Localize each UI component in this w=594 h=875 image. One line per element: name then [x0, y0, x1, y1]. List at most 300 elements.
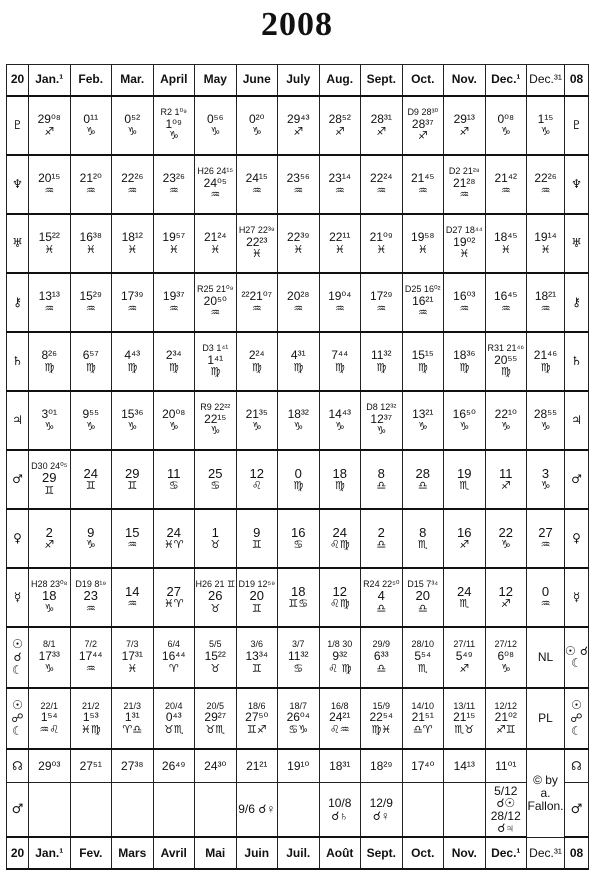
zodiac-sign: ♑ — [44, 601, 55, 615]
mars-symbol-right: ♂ — [565, 450, 589, 509]
jupiter-symbol-right: ♃ — [565, 391, 589, 450]
chiron-cell — [444, 273, 486, 332]
zodiac-sign: ♓ — [251, 247, 262, 261]
zodiac-sign: ♒ — [168, 183, 179, 197]
zodiac-sign: ♒ — [210, 306, 221, 320]
zodiac-sign: ♑ — [540, 124, 551, 138]
position-value: 20 — [249, 588, 264, 604]
mars-cell — [485, 450, 527, 509]
neptune-cell — [195, 155, 237, 214]
zodiac-sign: ♍ — [210, 365, 221, 379]
saturn-cell — [319, 332, 361, 391]
lunation-date: 6/4 — [167, 639, 180, 650]
position-value: 6⁵⁷ — [82, 348, 99, 363]
position-value: 19⁰⁴ — [328, 289, 352, 304]
node-cell: 18²⁹ — [361, 749, 403, 783]
lunation-sign: ♏♉ — [454, 722, 475, 736]
lunation-date: 28/10 — [411, 639, 435, 650]
row-jupiter — [7, 391, 589, 450]
zodiac-sign: ♊♋ — [288, 597, 309, 611]
pluto-cell — [319, 96, 361, 155]
zodiac-sign: ♒ — [127, 538, 138, 552]
pluto-cell — [527, 96, 565, 155]
position-value: 1 — [211, 524, 219, 540]
mars-cell — [402, 450, 444, 509]
position-value: 15¹⁵ — [411, 348, 434, 363]
lunation-cell — [70, 688, 112, 749]
lunar-symbol-right: ☉ ☌ ☾ — [565, 627, 589, 688]
lunation-sign: ♈♎ — [122, 722, 143, 736]
neptune-cell — [361, 155, 403, 214]
lunation-date: 21/2 — [81, 700, 100, 711]
row-saturn — [7, 332, 589, 391]
zodiac-sign: ♒ — [127, 183, 138, 197]
zodiac-sign: ♎ — [376, 479, 387, 493]
position-value: 7⁴⁴ — [331, 348, 349, 363]
chiron-cell — [527, 273, 565, 332]
uranus-cell — [153, 214, 195, 273]
zodiac-sign: ♌♍ — [329, 538, 350, 552]
lunation-value: 6³³ — [373, 648, 389, 663]
zodiac-sign: ♐ — [459, 538, 470, 552]
zodiac-sign: ♒ — [44, 183, 55, 197]
position-value: 22²³ — [246, 234, 268, 249]
station-note: R2 1⁰⁹ — [160, 107, 187, 118]
chiron-cell — [402, 273, 444, 332]
lunation-sign: ♉♏ — [163, 722, 184, 736]
lunation-value: 17³¹ — [121, 648, 143, 663]
zodiac-sign: ♊ — [251, 601, 262, 615]
node-symbol-left: ☊ — [7, 749, 29, 783]
zodiac-sign: ♒ — [293, 301, 304, 315]
station-note: D3 1⁴¹ — [202, 343, 229, 354]
zodiac-sign: ♏ — [459, 479, 470, 493]
lunation-cell — [70, 627, 112, 688]
zodiac-sign: ♒ — [251, 301, 262, 315]
station-note: D19 12⁵⁹ — [238, 578, 276, 589]
header-month-4: April — [153, 65, 195, 96]
zodiac-sign: ♒ — [168, 301, 179, 315]
venus-cell — [278, 509, 320, 568]
venus-cell — [112, 509, 154, 568]
lunation-cell — [112, 627, 154, 688]
mercury-cell — [195, 568, 237, 627]
zodiac-sign: ♋ — [210, 479, 221, 493]
chiron-cell — [195, 273, 237, 332]
position-value: 27 — [538, 524, 553, 540]
uranus-cell — [195, 214, 237, 273]
zodiac-sign: ♑ — [44, 419, 55, 433]
lunation-cell — [319, 688, 361, 749]
header-month-11: Nov. — [444, 65, 486, 96]
zodiac-sign: ♓♈ — [163, 538, 184, 552]
venus-cell — [444, 509, 486, 568]
position-value: 21⁴⁵ — [411, 171, 435, 186]
lunation-cell — [485, 688, 527, 749]
zodiac-sign: ♍ — [44, 360, 55, 374]
row-mars-aspects — [7, 783, 589, 838]
position-value: 16⁰³ — [453, 289, 476, 304]
node-cell: 19¹⁰ — [278, 749, 320, 783]
position-value: 11 — [499, 465, 513, 481]
lunation-cell — [402, 688, 444, 749]
position-value: 22¹¹ — [329, 230, 351, 245]
lunation-date: 20/4 — [164, 700, 183, 711]
jupiter-cell — [195, 391, 237, 450]
header-month-12: Dec.¹ — [485, 837, 527, 869]
ephemeris-table — [6, 64, 589, 870]
zodiac-sign: ♑ — [251, 419, 262, 433]
position-value: 18¹² — [121, 230, 143, 245]
position-value: 21⁴² — [494, 171, 517, 186]
zodiac-sign: ♐ — [459, 124, 470, 138]
lunar-symbol-left: ☉ ☌ ☾ — [7, 627, 29, 688]
lunation-sign: ♎ — [376, 661, 387, 675]
lunation-value: 21⁵¹ — [411, 710, 434, 725]
zodiac-sign: ♍ — [540, 360, 551, 374]
jupiter-cell — [527, 391, 565, 450]
lunation-sign: ♒♌ — [39, 722, 60, 736]
lunation-date: 3/7 — [291, 639, 305, 650]
zodiac-sign: ♍ — [251, 360, 262, 374]
mars-aspect-cell — [112, 783, 154, 838]
zodiac-sign: ♍ — [417, 360, 428, 374]
lunation-value: 9³² — [332, 648, 348, 663]
position-value: 12³⁷ — [370, 411, 393, 426]
lunation-date: 18/6 — [247, 700, 266, 711]
header-month-1: Jan.¹ — [29, 65, 71, 96]
mercury-cell — [402, 568, 444, 627]
zodiac-sign: ♒ — [334, 301, 345, 315]
lunation-date: 7/3 — [125, 639, 139, 650]
neptune-cell — [153, 155, 195, 214]
venus-cell — [319, 509, 361, 568]
position-value: 22¹⁰ — [494, 407, 517, 422]
position-value: 15²⁹ — [79, 289, 102, 304]
zodiac-sign: ♒ — [251, 183, 262, 197]
position-value: 19 — [457, 465, 472, 481]
chiron-cell — [153, 273, 195, 332]
station-note: H26 24¹⁵ — [197, 166, 234, 177]
mars-aspect-cell — [444, 783, 486, 838]
lunation-cell — [402, 627, 444, 688]
zodiac-sign: ♋ — [168, 479, 179, 493]
position-value: 16⁴⁵ — [494, 289, 518, 304]
lunation-cell — [527, 688, 565, 749]
position-value: 18 — [332, 465, 347, 481]
header-dec31: Dec.³¹ — [527, 65, 565, 96]
header-month-12: Dec.¹ — [485, 65, 527, 96]
saturn-symbol-left: ♄ — [7, 332, 29, 391]
station-note: D25 16⁰² — [404, 284, 441, 295]
zodiac-sign: ♑ — [417, 419, 428, 433]
position-value: 28 — [415, 465, 430, 481]
position-value: 24 — [457, 583, 472, 599]
node-cell: 27³⁸ — [112, 749, 154, 783]
mars-aspect-cell: 10/8 ☌♄ — [319, 783, 361, 838]
saturn-cell — [195, 332, 237, 391]
mars-cell — [278, 450, 320, 509]
position-value: 18³⁶ — [453, 348, 476, 363]
saturn-cell — [402, 332, 444, 391]
uranus-cell — [29, 214, 71, 273]
header-month-10: Oct. — [402, 837, 444, 869]
lunar-symbol-right: ☉ ☍ ☾ — [565, 688, 589, 749]
pluto-cell — [29, 96, 71, 155]
position-value: 19⁵⁷ — [162, 230, 186, 245]
header-year-right: 08 — [565, 837, 589, 869]
chiron-cell — [112, 273, 154, 332]
mercury-cell — [527, 568, 565, 627]
pluto-cell — [70, 96, 112, 155]
lunation-value: 11³² — [288, 648, 309, 663]
node-cell: 24³⁰ — [195, 749, 237, 783]
zodiac-sign: ♑ — [459, 419, 470, 433]
position-value: 15²² — [38, 230, 60, 245]
zodiac-sign: ♐ — [500, 479, 511, 493]
position-value: 0 — [541, 583, 550, 599]
pluto-cell — [153, 96, 195, 155]
header-month-7: Juil. — [278, 837, 320, 869]
jupiter-cell — [29, 391, 71, 450]
lunar-symbol-left: ☉ ☍ ☾ — [7, 688, 29, 749]
station-note: R9 22²² — [200, 402, 231, 413]
lunation-value: 5⁴⁹ — [455, 648, 473, 663]
position-value: ²²21⁰⁷ — [241, 289, 272, 304]
position-value: 20⁰⁸ — [162, 407, 186, 422]
zodiac-sign: ♓ — [85, 242, 96, 256]
mars-symbol-left: ♂ — [7, 450, 29, 509]
zodiac-sign: ♒ — [293, 183, 304, 197]
mars-aspect-cell — [195, 783, 237, 838]
venus-cell — [153, 509, 195, 568]
position-value: 29⁴³ — [287, 112, 310, 127]
position-value: 9 — [87, 524, 95, 540]
lunation-value: NL — [537, 649, 554, 664]
station-note: D2 21²⁸ — [448, 166, 480, 177]
mercury-cell — [361, 568, 403, 627]
lunation-cell — [236, 627, 278, 688]
zodiac-sign: ♒ — [334, 183, 345, 197]
position-value: 27 — [166, 583, 181, 599]
lunation-value: 1⁵³ — [82, 710, 99, 725]
neptune-cell — [527, 155, 565, 214]
uranus-cell — [112, 214, 154, 273]
header-month-2: Fev. — [70, 837, 112, 869]
position-value: 18²¹ — [534, 289, 557, 304]
uranus-cell — [236, 214, 278, 273]
position-value: 2 — [45, 524, 53, 540]
lunation-date: 8/1 — [42, 639, 56, 650]
zodiac-sign: ♒ — [376, 183, 387, 197]
copyright-note: © by a. Fallon. — [527, 749, 565, 837]
lunation-date: 29/9 — [372, 639, 391, 650]
position-value: 0⁰⁸ — [497, 112, 515, 127]
zodiac-sign: ♑ — [251, 124, 262, 138]
mars-cell — [444, 450, 486, 509]
header-month-8: Août — [319, 837, 361, 869]
zodiac-sign: ♒ — [127, 597, 138, 611]
position-value: 12 — [332, 583, 347, 599]
chiron-cell — [29, 273, 71, 332]
zodiac-sign: ♑ — [85, 419, 96, 433]
zodiac-sign: ♐ — [44, 124, 55, 138]
position-value: 23²⁶ — [162, 171, 185, 186]
zodiac-sign: ♏ — [417, 538, 428, 552]
position-value: 16⁵⁰ — [452, 407, 476, 422]
lunation-date: 7/2 — [84, 639, 97, 650]
lunation-date: 3/6 — [250, 639, 263, 650]
position-value: 22¹⁵ — [204, 411, 227, 426]
position-value: 24 — [332, 524, 347, 540]
mars-cell — [236, 450, 278, 509]
station-note: H27 22³⁹ — [238, 225, 275, 236]
mars-cell — [153, 450, 195, 509]
pluto-symbol-left: ♇ — [7, 96, 29, 155]
saturn-cell — [153, 332, 195, 391]
position-value: 16 — [291, 524, 306, 540]
uranus-cell — [361, 214, 403, 273]
position-value: 16 — [457, 524, 472, 540]
position-value: 19⁵⁸ — [411, 230, 435, 245]
lunation-sign: ♊♐ — [246, 722, 267, 736]
position-value: 20 — [415, 588, 430, 604]
position-value: 29 — [42, 470, 57, 486]
position-value: 8 — [419, 524, 427, 540]
lunation-value: 6⁰⁸ — [497, 648, 515, 663]
position-value: 0¹¹ — [83, 112, 99, 127]
mercury-cell — [444, 568, 486, 627]
uranus-cell — [319, 214, 361, 273]
zodiac-sign: ♒ — [500, 183, 511, 197]
position-value: 9 — [253, 524, 261, 540]
lunation-value: 16⁴⁴ — [161, 648, 186, 663]
pluto-cell — [236, 96, 278, 155]
jupiter-symbol-left: ♃ — [7, 391, 29, 450]
lunation-date: 1/8 30 — [327, 639, 353, 650]
header-month-1: Jan.¹ — [29, 837, 71, 869]
lunation-sign: ♎♈ — [412, 722, 433, 736]
lunation-sign: ♐ — [459, 661, 470, 675]
zodiac-sign: ♑ — [540, 419, 551, 433]
position-value: 0²⁰ — [249, 112, 265, 127]
uranus-cell — [444, 214, 486, 273]
position-value: 2²⁴ — [248, 348, 265, 363]
chiron-cell — [278, 273, 320, 332]
header-month-9: Sept. — [361, 65, 403, 96]
pluto-cell — [195, 96, 237, 155]
zodiac-sign: ♑ — [210, 424, 221, 438]
node-cell: 29⁰³ — [29, 749, 71, 783]
lunation-cell — [195, 627, 237, 688]
jupiter-cell — [319, 391, 361, 450]
position-value: 8²⁶ — [41, 348, 58, 363]
zodiac-sign: ♐ — [417, 129, 428, 143]
zodiac-sign: ♓ — [210, 242, 221, 256]
page-title: 2008 — [261, 6, 333, 43]
zodiac-sign: ♒ — [210, 188, 221, 202]
zodiac-sign: ♒ — [540, 597, 551, 611]
lunation-cell — [361, 627, 403, 688]
position-value: 19⁰² — [453, 234, 476, 249]
venus-cell — [195, 509, 237, 568]
saturn-cell — [29, 332, 71, 391]
jupiter-cell — [112, 391, 154, 450]
lunation-value: 27⁵⁰ — [245, 710, 269, 725]
lunation-cell — [236, 688, 278, 749]
lunation-sign: ♋ — [293, 661, 304, 675]
header-month-7: July — [278, 65, 320, 96]
zodiac-sign: ♍ — [500, 365, 511, 379]
lunation-date: 27/12 — [494, 639, 518, 650]
node-cell: 21²¹ — [236, 749, 278, 783]
zodiac-sign: ♎ — [417, 479, 428, 493]
jupiter-cell — [153, 391, 195, 450]
lunation-value: 22⁵⁴ — [369, 710, 393, 725]
zodiac-sign: ♑ — [500, 538, 511, 552]
lunation-cell — [29, 627, 71, 688]
position-value: 2³⁴ — [165, 348, 182, 363]
zodiac-sign: ♓ — [44, 242, 55, 256]
lunation-cell — [153, 627, 195, 688]
lunation-value: PL — [538, 711, 553, 726]
chiron-cell — [236, 273, 278, 332]
venus-cell — [485, 509, 527, 568]
station-note: D15 7³⁴ — [407, 578, 439, 589]
zodiac-sign: ♌ — [251, 479, 262, 493]
zodiac-sign: ♒ — [500, 301, 511, 315]
lunation-date: 22/1 — [40, 700, 59, 711]
header-month-10: Oct. — [402, 65, 444, 96]
zodiac-sign: ♑ — [85, 538, 96, 552]
venus-cell — [402, 509, 444, 568]
neptune-cell — [236, 155, 278, 214]
zodiac-sign: ♑ — [334, 419, 345, 433]
position-value: 28³⁷ — [411, 116, 434, 131]
mercury-cell — [29, 568, 71, 627]
zodiac-sign: ♐ — [334, 124, 345, 138]
neptune-symbol-left: ♆ — [7, 155, 29, 214]
zodiac-sign: ♒ — [127, 301, 138, 315]
jupiter-cell — [361, 391, 403, 450]
header-dec31: Dec.³¹ — [527, 837, 565, 869]
row-new-moon — [7, 627, 589, 688]
position-value: 20⁵⁰ — [203, 293, 227, 308]
neptune-cell — [444, 155, 486, 214]
position-value: 22²⁶ — [534, 171, 557, 186]
position-value: 15³⁶ — [121, 407, 144, 422]
neptune-cell — [29, 155, 71, 214]
mars-aspect-cell — [70, 783, 112, 838]
mars-aspect-cell — [153, 783, 195, 838]
position-value: 14 — [125, 583, 140, 599]
header-month-11: Nov. — [444, 837, 486, 869]
station-note: D19 8¹⁹ — [75, 578, 107, 589]
mars-cell — [361, 450, 403, 509]
mars-cell — [195, 450, 237, 509]
lunation-value: 17³³ — [38, 648, 60, 663]
lunation-date: 27/11 — [453, 639, 476, 650]
zodiac-sign: ♍ — [334, 479, 345, 493]
zodiac-sign: ♑ — [127, 419, 138, 433]
position-value: 24 — [83, 465, 98, 481]
mercury-symbol-left: ☿ — [7, 568, 29, 627]
row-full-moon — [7, 688, 589, 749]
header-month-8: Aug. — [319, 65, 361, 96]
position-value: 1⁴¹ — [207, 352, 224, 367]
station-note: R24 22⁵⁰ — [363, 578, 400, 589]
zodiac-sign: ♒ — [540, 301, 551, 315]
